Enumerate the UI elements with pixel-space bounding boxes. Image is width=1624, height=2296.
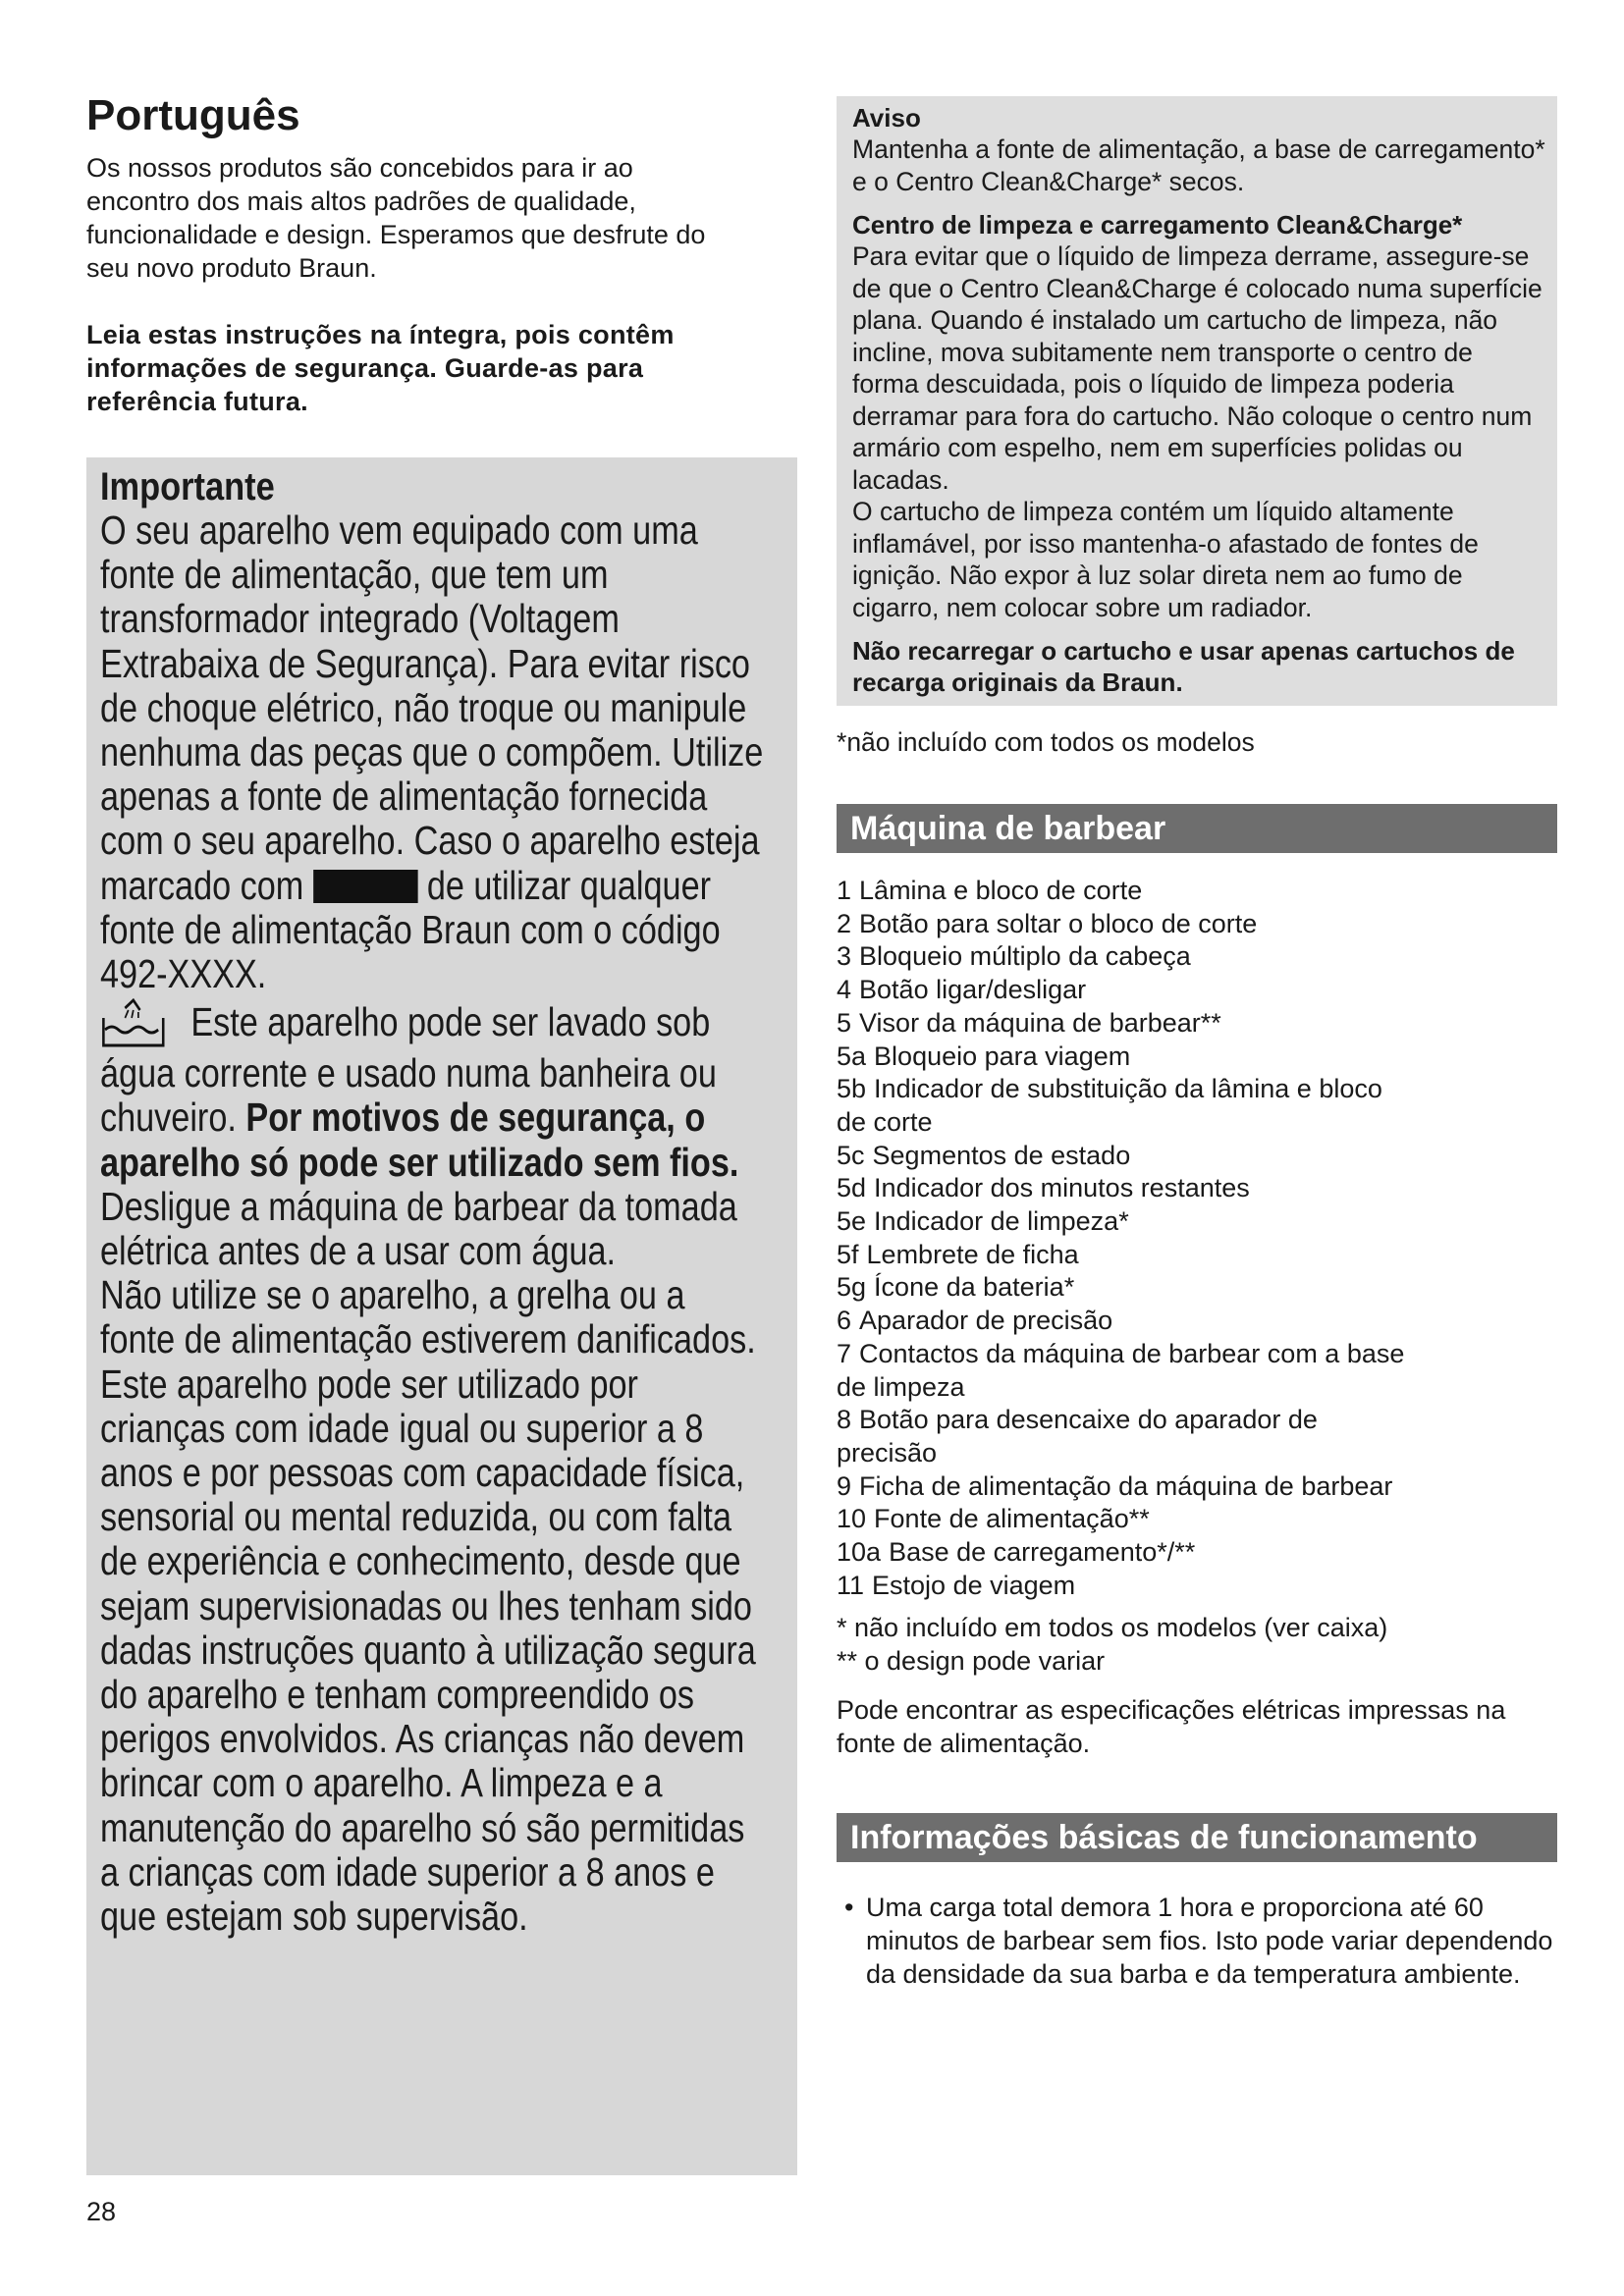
important-paragraph-2 <box>100 996 764 1273</box>
list-item: 5a Bloqueio para viagem <box>837 1041 1131 1071</box>
list-item: 5e Indicador de limpeza* <box>837 1206 1129 1237</box>
important-p2-text: Este aparelho pode ser lavado sob água corrente e usado numa banheira ou chuveiro. <box>100 999 717 1141</box>
list-item: 5 Visor da máquina de barbear** <box>837 1007 1221 1038</box>
important-box <box>86 457 797 2175</box>
important-p2-bold: Por motivos de segurança, o aparelho só pode ser utilizado sem fios. <box>100 1095 739 1185</box>
list-item: 3 Bloqueio múltiplo da cabeça <box>837 941 1191 972</box>
important-body <box>100 508 764 1939</box>
list-item: 10 Fonte de alimentação** <box>837 1504 1150 1534</box>
warning-box <box>837 96 1557 706</box>
important-p2-end: Desligue a máquina de barbear da tomada elétrica antes de a usar com água. <box>100 1183 737 1274</box>
redacted-mark <box>313 870 417 903</box>
list-item: 8 Botão para desencaixe do aparador de <box>837 1405 1318 1435</box>
basic-operation-list <box>837 1892 1557 1991</box>
cartridge-text: O cartucho de limpeza contém um líquido altamente inflamável, por isso mantenha-o afastado de fontes de ignição. Não expor à luz solar direta nem ao fumo de cigarro, nem colocar sobre um radiador. <box>852 497 1479 622</box>
section-heading-basic-operation: Informações básicas de funcionamento <box>837 1813 1557 1862</box>
clean-charge-text: Para evitar que o líquido de limpeza derrame, assegure-se de que o Centro Clean&Charge é colocado numa superfície plana. Quando é instalado um cartucho de limpeza, não incline, mova subitamente nem transporte o centro de forma descuidada, pois o líquido de limpeza poderia derramar para fora do cartucho. Não coloque o centro num armário com espelho, nem em superfícies polidas ou lacadas. <box>852 241 1543 495</box>
list-item: 5d Indicador dos minutos restantes <box>837 1173 1250 1203</box>
page-title: Português <box>86 91 300 139</box>
list-item: • Uma carga total demora 1 hora e proporciona até 60 minutos de barbear sem fios. Isto pode variar dependendo da densidade da sua barba e da temperatura ambiente. <box>866 1892 1557 1991</box>
important-paragraph-4: Este aparelho pode ser utilizado por crianças com idade igual ou superior a 8 anos e por pessoas com capacidade física, sensorial ou mental reduzida, ou com falta de experiência e conhecimento, desde que sejam supervisionadas ou lhes tenham sido dadas instruções quanto à utilização segura do aparelho e tenham compreendido os perigos envolvidos. As crianças não devem brincar com o aparelho. A limpeza e a manutenção do aparelho só são permitidas a crianças com idade superior a 8 anos e que estejam sob supervisão. <box>100 1361 756 1940</box>
warning-heading: Aviso <box>852 103 921 133</box>
footnote-models: * não incluído em todos os modelos (ver caixa) <box>837 1613 1388 1643</box>
important-paragraph-3: Não utilize se o aparelho, a grelha ou a fonte de alimentação estiverem danificados. <box>100 1272 756 1362</box>
list-item: 5c Segmentos de estado <box>837 1140 1131 1170</box>
list-item: 9 Ficha de alimentação da máquina de barbear <box>837 1470 1393 1501</box>
list-item: 11 Estojo de viagem <box>837 1570 1076 1600</box>
warning-text: Mantenha a fonte de alimentação, a base de carregamento* e o Centro Clean&Charge* secos. <box>852 134 1545 196</box>
list-item: 2 Botão para soltar o bloco de corte <box>837 908 1258 938</box>
clean-charge-heading: Centro de limpeza e carregamento Clean&Charge* <box>852 210 1463 240</box>
list-item: 5f Lembrete de ficha <box>837 1239 1079 1269</box>
footnotes <box>837 1612 1557 1678</box>
intro-section <box>86 88 797 418</box>
right-column <box>837 96 1557 1991</box>
cartridge-bold-note: Não recarregar o cartucho e usar apenas cartuchos de recarga originais da Braun. <box>852 636 1515 697</box>
important-p1-end: de utilizar qualquer fonte de alimentação Braun com o código 492-XXXX. <box>100 862 721 997</box>
list-item-continuation: de limpeza <box>837 1371 965 1402</box>
list-item: 4 Botão ligar/desligar <box>837 975 1087 1005</box>
shower-washable-icon <box>100 996 167 1051</box>
list-item-continuation: precisão <box>837 1437 938 1468</box>
list-item: 5g Ícone da bateria* <box>837 1272 1075 1303</box>
list-item: 5b Indicador de substituição da lâmina e bloco <box>837 1074 1382 1104</box>
models-note: *não incluído com todos os modelos <box>837 727 1255 757</box>
footnote-design: ** o design pode variar <box>837 1646 1106 1677</box>
list-item: 6 Aparador de precisão <box>837 1306 1113 1336</box>
list-item-continuation: de corte <box>837 1106 933 1137</box>
important-p1-text: O seu aparelho vem equipado com uma fonte de alimentação, que tem um transformador integrado (Voltagem Extrabaixa de Segurança). Para evitar risco de choque elétrico, não troque ou manipule nenhuma das peças que o compõem. Utilize apenas a fonte de alimentação fornecida com o seu aparelho. Caso o aparelho esteja marcado com <box>100 507 764 908</box>
list-item: 7 Contactos da máquina de barbear com a base <box>837 1338 1405 1368</box>
parts-list <box>837 875 1557 1602</box>
list-item: 10a Base de carregamento*/** <box>837 1537 1196 1568</box>
list-item: 1 Lâmina e bloco de corte <box>837 876 1143 905</box>
section-heading-shaver: Máquina de barbear <box>837 804 1557 853</box>
important-paragraph-1 <box>100 508 764 996</box>
important-heading: Importante <box>100 465 275 508</box>
electrical-spec-note: Pode encontrar as especificações elétricas impressas na fonte de alimentação. <box>837 1694 1506 1758</box>
intro-safety-note: Leia estas instruções na íntegra, pois contêm informações de segurança. Guarde-as para referência futura. <box>86 320 675 416</box>
page-number: 28 <box>86 2197 117 2226</box>
intro-text: Os nossos produtos são concebidos para ir ao encontro dos mais altos padrões de qualidade, funcionalidade e design. Esperamos que desfrute do seu novo produto Braun. <box>86 153 706 283</box>
